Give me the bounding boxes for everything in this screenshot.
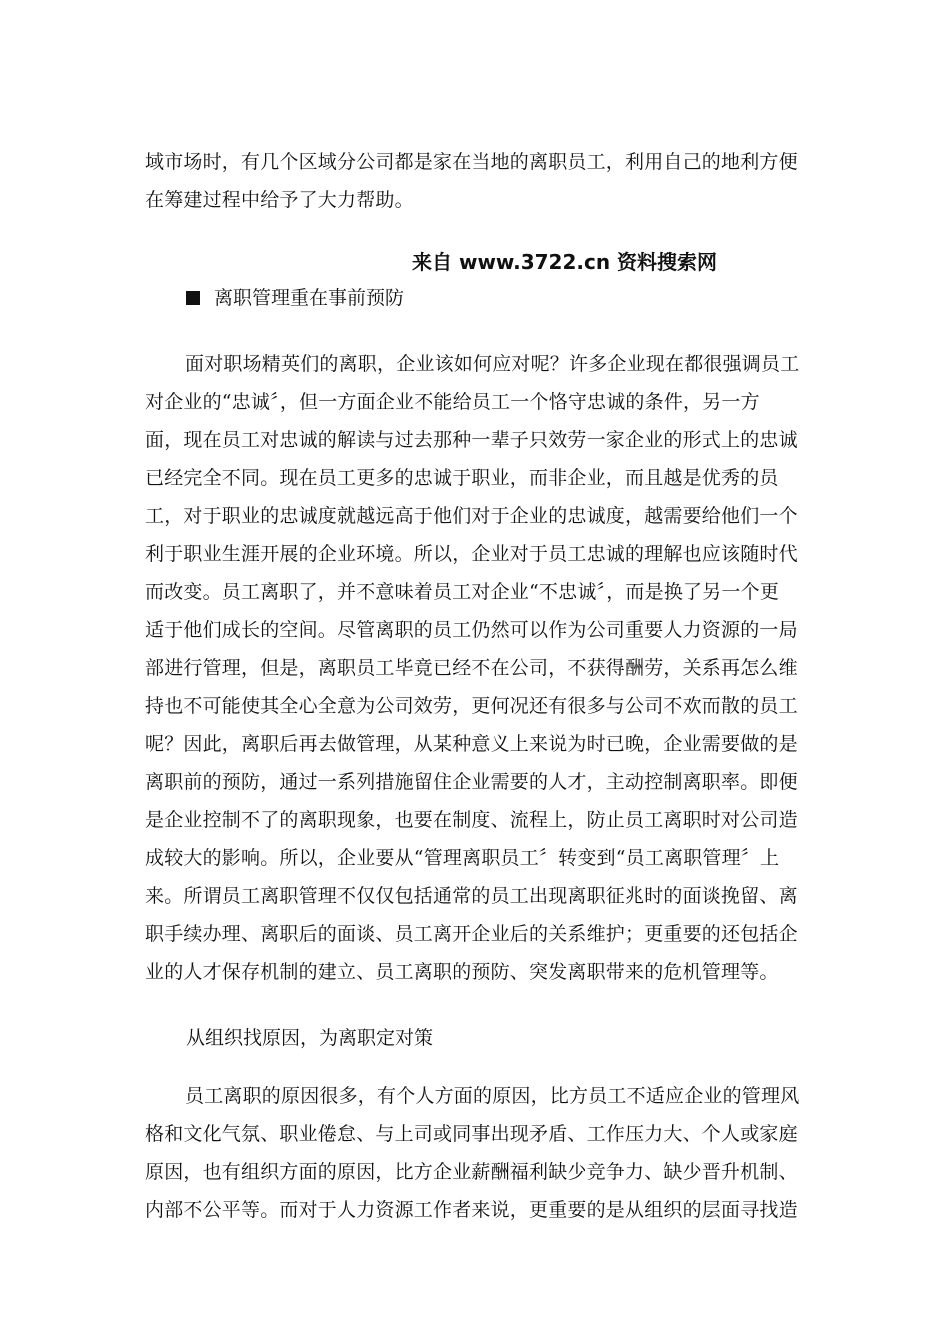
paragraph-line: 离职前的预防，通过一系列措施留住企业需要的人才，主动控制离职率。即便 bbox=[145, 771, 798, 793]
paragraph-line: 而改变。员工离职了，并不意味着员工对企业“不忠诚〞，而是换了另一个更 bbox=[145, 581, 780, 603]
section2-heading: 从组织找原因，为离职定对策 bbox=[186, 1027, 434, 1049]
paragraph-line: 员工离职的原因很多，有个人方面的原因，比方员工不适应企业的管理风 bbox=[185, 1085, 800, 1107]
paragraph-line: 来。所谓员工离职管理不仅仅包括通常的员工出现离职征兆时的面谈挽留、离 bbox=[145, 885, 798, 907]
paragraph-line: 职手续办理、离职后的面谈、员工离开企业后的关系维护；更重要的还包括企 bbox=[145, 923, 798, 945]
paragraph-line: 是企业控制不了的离职现象，也要在制度、流程上，防止员工离职时对公司造 bbox=[145, 809, 798, 831]
paragraph-line: 业的人才保存机制的建立、员工离职的预防、突发离职带来的危机管理等。 bbox=[145, 961, 779, 983]
paragraph-line: 面，现在员工对忠诚的解读与过去那种一辈子只效劳一家企业的形式上的忠诚 bbox=[145, 429, 798, 451]
paragraph-line: 工，对于职业的忠诚度就越远高于他们对于企业的忠诚度，越需要给他们一个 bbox=[145, 505, 798, 527]
paragraph-line: 内部不公平等。而对于人力资源工作者来说，更重要的是从组织的层面寻找造 bbox=[145, 1199, 798, 1221]
paragraph-line: 利于职业生涯开展的企业环境。所以，企业对于员工忠诚的理解也应该随时代 bbox=[145, 543, 798, 565]
paragraph-line: 持也不可能使其全心全意为公司效劳，更何况还有很多与公司不欢而散的员工 bbox=[145, 695, 798, 717]
square-bullet-icon bbox=[186, 291, 200, 305]
paragraph-line: 面对职场精英们的离职，企业该如何应对呢？许多企业现在都很强调员工 bbox=[185, 353, 800, 375]
paragraph-line: 格和文化气氛、职业倦怠、与上司或同事出现矛盾、工作压力大、个人或家庭 bbox=[145, 1123, 798, 1145]
paragraph-line: 已经完全不同。现在员工更多的忠诚于职业，而非企业，而且越是优秀的员 bbox=[145, 467, 779, 489]
paragraph-line: 成较大的影响。所以，企业要从“管理离职员工〞转变到“员工离职管理〞上 bbox=[145, 847, 780, 869]
source-watermark: 来自 www.3722.cn 资料搜索网 bbox=[412, 250, 718, 274]
paragraph-line: 呢？因此，离职后再去做管理，从某种意义上来说为时已晚，企业需要做的是 bbox=[145, 733, 798, 755]
paragraph-line: 对企业的“忠诚〞，但一方面企业不能给员工一个恪守忠诚的条件，另一方 bbox=[145, 391, 760, 413]
section1-heading-text: 离职管理重在事前预防 bbox=[214, 287, 405, 309]
intro-line-2: 在筹建过程中给予了大力帮助。 bbox=[145, 189, 414, 211]
section1-heading bbox=[186, 286, 404, 310]
intro-line-1: 域市场时，有几个区域分公司都是家在当地的离职员工，利用自己的地利方便 bbox=[145, 151, 798, 173]
paragraph-line: 部进行管理，但是，离职员工毕竟已经不在公司，不获得酬劳，关系再怎么维 bbox=[145, 657, 798, 679]
paragraph-line: 原因，也有组织方面的原因，比方企业薪酬福利缺少竞争力、缺少晋升机制、 bbox=[145, 1161, 798, 1183]
paragraph-line: 适于他们成长的空间。尽管离职的员工仍然可以作为公司重要人力资源的一局 bbox=[145, 619, 798, 641]
